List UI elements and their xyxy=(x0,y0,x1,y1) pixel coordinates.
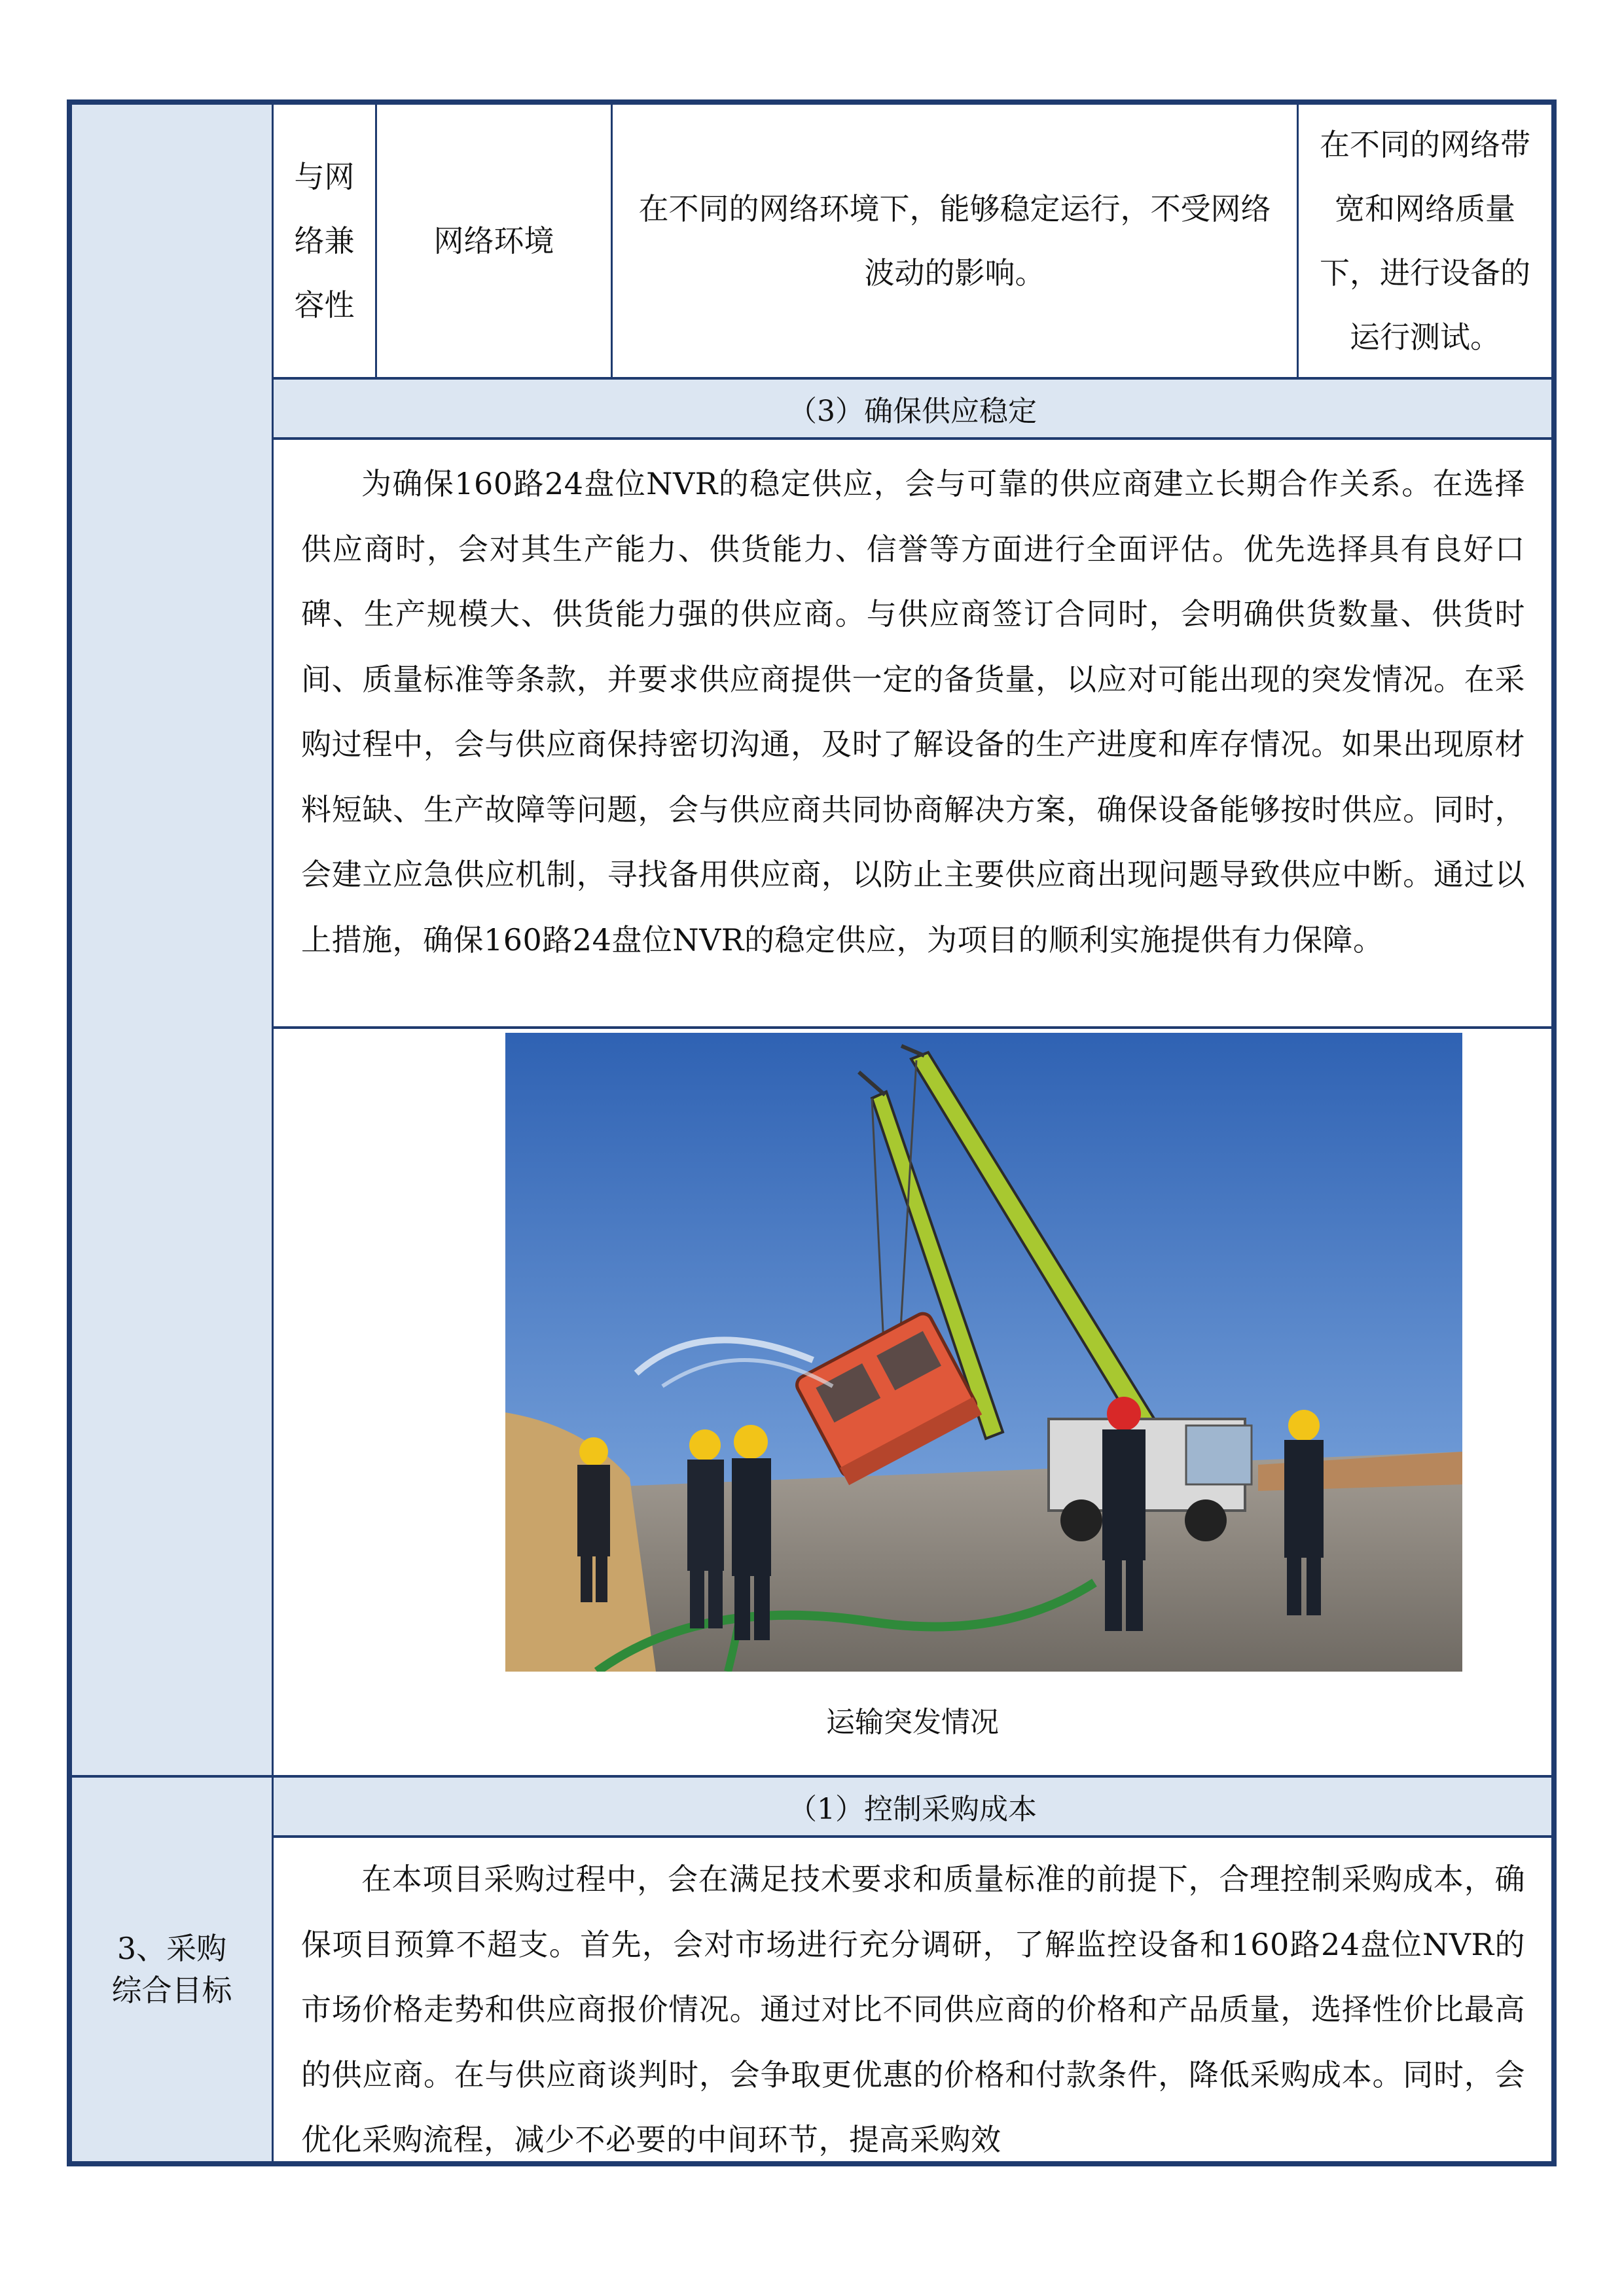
section-label: 3、采购 综合目标 xyxy=(111,1931,232,2008)
compat-category: 与网 络兼 容性 xyxy=(294,159,355,323)
photo-cell xyxy=(274,1029,1551,1775)
supply-title: （3）确保供应稳定 xyxy=(788,395,1037,428)
document-table xyxy=(67,99,1557,2166)
left-column-upper xyxy=(72,105,274,1775)
compat-test-method: 在不同的网络带宽和网络质量下，进行设备的运行测试。 xyxy=(1320,127,1530,355)
goal-title-bar xyxy=(274,1775,1551,1838)
compat-test-cell xyxy=(1299,105,1551,380)
left-column-lower xyxy=(72,1775,274,2161)
compat-requirement: 在不同的网络环境下，能够稳定运行，不受网络波动的影响。 xyxy=(638,191,1271,291)
supply-paragraph: 为确保160路24盘位NVR的稳定供应，会与可靠的供应商建立长期合作关系。在选择供应商时，会对其生产能力、供货能力、信誉等方面进行全面评估。优先选择具有良好口碑、生产规模大、供货能力强的供应商。与供应商签订合同时，会明确供货数量、供货时间、质量标准等条款，并要求供应商提供一定的备货量，以应对可能出现的突发情况。在采购过程中，会与供应商保持密切沟通，及时了解设备的生产进度和库存情况。如果出现原材料短缺、生产故障等问题，会与供应商共同协商解决方案，确保设备能够按时供应。同时，会建立应急供应机制，寻找备用供应商，以防止主要供应商出现问题导致供应中断。通过以上措施，确保160路24盘位NVR的稳定供应，为项目的顺利实施提供有力保障。 xyxy=(301,466,1525,958)
photo-caption: 运输突发情况 xyxy=(826,1706,999,1739)
goal-paragraph-cell xyxy=(274,1838,1551,2161)
accident-photo xyxy=(505,1033,1462,1672)
goal-title: （1）控制采购成本 xyxy=(788,1793,1037,1826)
compat-requirement-cell xyxy=(613,105,1299,380)
supply-paragraph-cell xyxy=(274,440,1551,1029)
compat-category-cell xyxy=(274,105,377,380)
compat-item: 网络环境 xyxy=(433,223,554,259)
supply-title-bar xyxy=(274,380,1551,440)
goal-paragraph: 在本项目采购过程中，会在满足技术要求和质量标准的前提下，合理控制采购成本，确保项目预算不超支。首先，会对市场进行充分调研，了解监控设备和160路24盘位NVR的市场价格走势和供应商报价情况。通过对比不同供应商的价格和产品质量，选择性价比最高的供应商。在与供应商谈判时，会争取更优惠的价格和付款条件，降低采购成本。同时，会优化采购流程，减少不必要的中间环节，提高采购效 xyxy=(301,1861,1525,2157)
compat-item-cell xyxy=(377,105,613,380)
